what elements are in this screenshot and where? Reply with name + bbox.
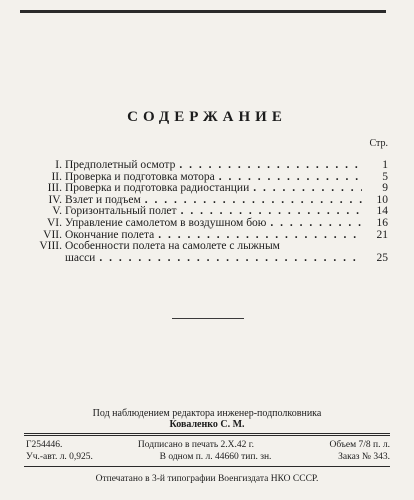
toc-label: шасси [65,251,96,264]
editor-line: Под наблюдением редактора инженер-подполковника [92,408,322,419]
toc-page: 21 [376,228,388,241]
toc-label: Особенности полета на самолете с лыжным [65,240,280,253]
toc-page: 16 [376,216,388,229]
toc-label: Взлет и подъем [65,193,141,206]
toc-number: IV. [48,193,62,206]
toc-number: VI. [46,216,62,229]
toc-page: 9 [382,182,388,195]
toc-page: 14 [376,205,388,218]
toc-page: 1 [382,159,388,171]
toc-entry [20,218,388,230]
toc-page: 25 [376,251,388,264]
toc-number: I. [55,159,62,171]
table-of-contents [20,160,388,264]
imprint-sheets: Уч.-авт. л. 0,925. [26,452,93,462]
top-rule [20,10,386,13]
imprint-rule [24,433,390,434]
toc-label: Горизонтальный полет [65,205,177,218]
toc-number: III. [47,182,62,195]
imprint-volume: Объем 7/8 п. л. [329,440,390,450]
imprint-signed: Подписано в печать 2.Х.42 г. [137,440,254,450]
imprint-row [26,452,390,462]
toc-label: Проверка и подготовка радиостанции [65,182,250,195]
toc-entry-continuation [20,253,388,265]
toc-entry [20,160,388,172]
toc-page: 5 [382,170,388,183]
toc-leader [179,160,362,172]
editor-credit [0,408,414,430]
imprint-row [26,440,390,450]
imprint-code: Г254446. [26,440,63,450]
imprint-rule [24,466,390,467]
toc-number: VIII. [39,240,62,253]
toc-label: Предполетный осмотр [65,159,176,171]
editor-name: Коваленко С. М. [169,419,245,430]
toc-entry [20,241,388,253]
toc-label: Проверка и подготовка мотора [65,170,215,183]
toc-number: V. [52,205,62,218]
toc-page: 10 [376,193,388,206]
imprint-rule [24,435,390,436]
toc-leader [99,253,362,265]
section-divider [172,318,244,319]
page-column-header: Стр. [369,138,388,149]
imprint-order: Заказ № 343. [338,452,390,462]
page-title: СОДЕРЖАНИЕ [127,109,287,125]
toc-leader [270,218,362,230]
toc-leader [253,183,362,195]
toc-label: Управление самолетом в воздушном бою [65,216,267,229]
printer-note: Отпечатано в 3-й типографии Военгиздата НКО СССР. [95,474,319,484]
toc-number: II. [51,170,62,183]
toc-number: VII. [43,228,62,241]
toc-leader [145,195,362,207]
imprint-chars: В одном п. л. 44660 тип. зн. [159,452,272,462]
toc-label: Окончание полета [65,228,155,241]
